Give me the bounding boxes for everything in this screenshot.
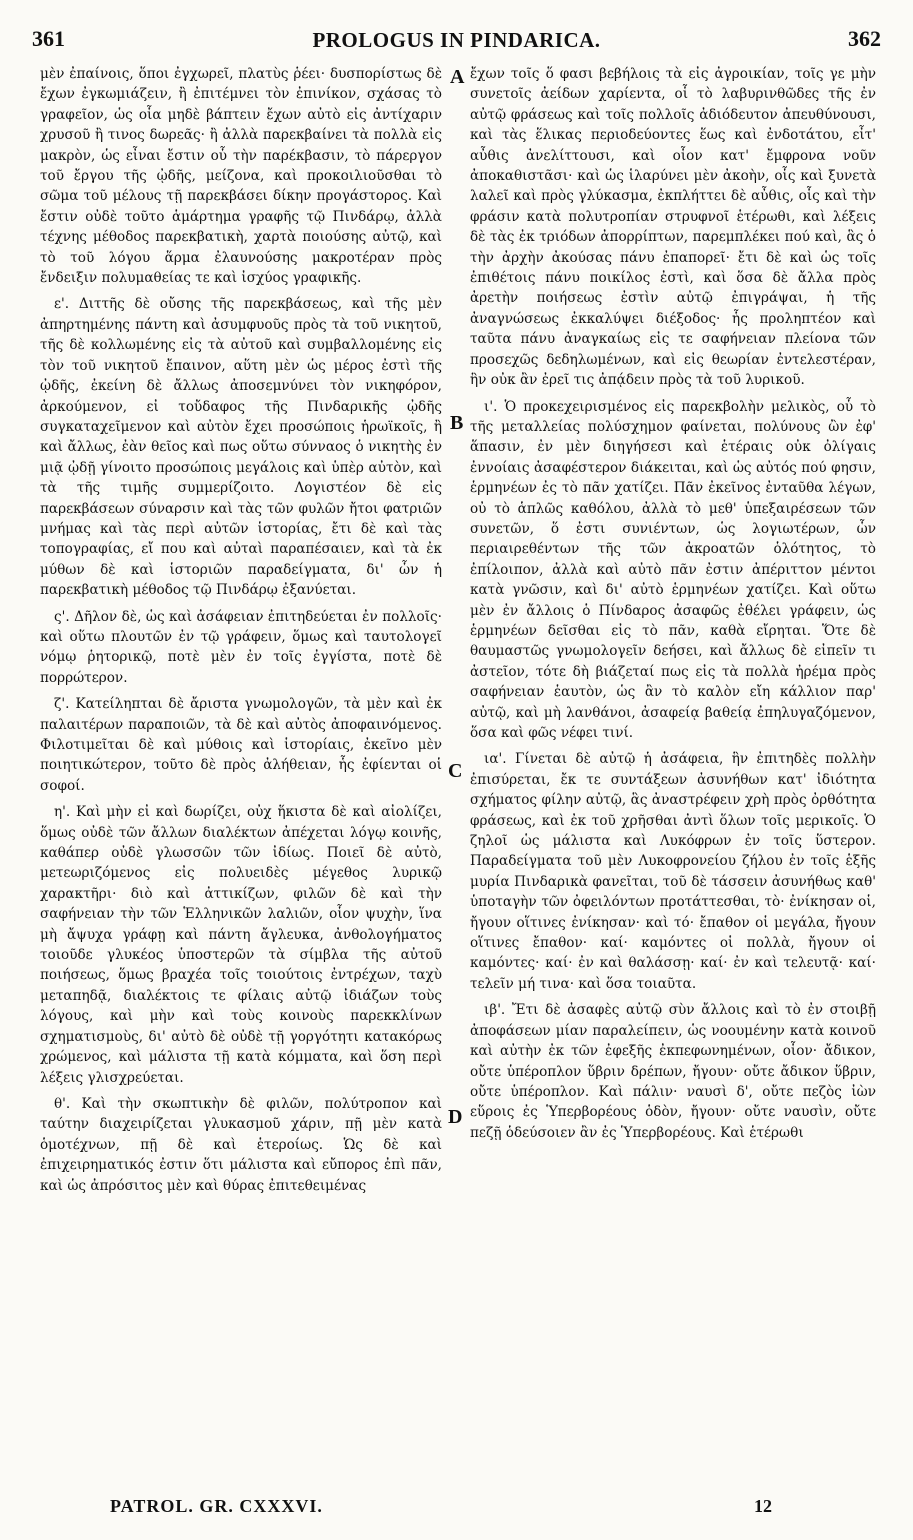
page-number-left: 361 — [32, 26, 65, 51]
paragraph: ζ'. Κατείληπται δὲ ἄριστα γνωμολογῶν, τὰ μὲν καὶ ἐκ παλαιτέρων παραποιῶν, τὰ δὲ καὶ αὐτὸς ἀποφαινόμενος. Φιλοτιμεῖται δὲ καὶ μύθοις καὶ ἱστορίαις, ἐκεῖνο μὲν ποιητικώτερον, τοῦτο δὲ πρὸς ἀλήθειαν, ἧς ἐφίενται οἱ σοφοί. — [40, 696, 442, 794]
paragraph: ἔχων τοῖς ὅ φασι βεβήλοις τὰ εἰς ἀγροικίαν, τοῖς γε μὴν συνετοῖς ἀείδων χαρίεντα, οἷ τὸ λαβυρινθῶδες τῆς ἐν αὐτῷ φράσεως καὶ τοῖς πολλοῖς ἀδιόδευτον ἀπευθύνουσι, καὶ τὰς ἕλικας περιοδεύοντες ἕως καὶ ἐνδοτάτου, εἶτ' αὖθις ἀνελίττουσι, καὶ οἷον κατ' ἔμφρονα νοῦν ἀποκαθιστᾶσι· καὶ ὡς ἱλαρύνει μὲν ἀκοὴν, οἷς καὶ ξυνετὰ λαλεῖ καὶ πρὸς γλύκασμα, ἐκπλήττει δὲ αὖθις, οἷς καὶ τὴν φράσιν κατὰ πολυτροπίαν στρυφνοῖ ἑτέρωθι, καὶ λέξεις δὲ τὰς ἐκ τριόδων ἀπορρίπτων, παρεμπλέκει πού καὶ, ἃς ὁ τὴν ἀρχὴν ἀκούσας πάνυ ἐπαπορεῖ· ἔτι δὲ καὶ ὡς τοῖς ἐπιθέτοις πάνυ ποικίλος ἐστὶ, καὶ ὅσα δὲ ἄλλα πρὸς ἀρετὴν ποιήσεως ἐστὶν αὐτῷ ἐπιγράψαι, ἡ τῆς ἀναγνώσεως ἐκκαλύψει διέξοδος· ἧς προληπτέον καὶ ταῦτα πάνυ ἀναγκαίως εἰς τε σαφήνειαν πλείονα τῶν προσεχῶς δεδηλωμένων, καὶ εἰς θεωρίαν ἐντελεστέραν, ἣν οὐκ ἂν ἐρεῖ τις ἀπᾴδειν πρὸς τὰ τοῦ λυρικοῦ. — [470, 66, 876, 389]
paragraph: ε'. Διττῆς δὲ οὔσης τῆς παρεκβάσεως, καὶ τῆς μὲν ἀπηρτημένης πάντη καὶ ἀσυμφυοῦς πρὸς τὰ τοῦ νικητοῦ, τῆς δὲ κολλωμένης εἰς τὰ αὐτοῦ καὶ συμβαλλομένης εἰς τὸν τοῦ νικητοῦ ἔπαινον, αὕτη μὲν ὡς μέρος ἐστὶ τῆς ᾠδῆς, ἐκείνη δὲ ἄλλως ἀποσεμνύνει τὸν νικηφόρον, ἀρκούμενον, εἰ τοὔδαφος τῆς Πινδαρικῆς ᾠδῆς συγκαταχεῖμενον καὶ αὐτὸν ἔχει προσώποις ἡρωϊκοῖς, ἢ καὶ ἄλλως, ἐὰν θεῖος καὶ πως οὕτω σύνναος ὁ νικητὴς ἐν μιᾷ ᾠδῇ γίνοιτο προσώποις μεγάλοις καὶ ὑπὲρ αὐτὸν, καὶ τὰ τῆς τιμῆς συμμερίζοιτο. Λογιστέον δὲ εἰς παρεκβάσεων σύναρσιν καὶ τὰς τῶν φυλῶν ἤτοι φατριῶν μνήμας καὶ τὰς περὶ αὐτῶν ἱστορίας, ἔτι δὲ καὶ τὰς τοπογραφίας, εἴ που καὶ αὐταὶ παραπέσαιεν, καὶ τὰ ἐκ μύθων δὲ καὶ ἱστοριῶν παραδείγματα, δι' ὧν ἡ παρεκβατικὴ μέθοδος τῷ Πινδάρῳ ἐξανύεται. — [40, 296, 442, 599]
paragraph: η'. Καὶ μὴν εἰ καὶ δωρίζει, οὐχ ἥκιστα δὲ καὶ αἰολίζει, ὅμως οὐδὲ τῶν ἄλλων διαλέκτων ἀπέχεται λόγῳ κοινῆς, καθάπερ οὐδὲ γλωσσῶν τῶν ἰδίως. Ποιεῖ δὲ αὐτὸ, μετεωριζόμενος εἰς πολυειδὲς μέγεθος λυρικῷ χαρακτῆρι· διὸ καὶ ἀττικίζων, φιλῶν δὲ καὶ τὴν σαφήνειαν τὴν τῶν Ἑλληνικῶν λαλιῶν, οἷον ψυχὴν, ἵνα μὴ ἄψυχα γράφῃ καὶ πάντη ἄγλευκα, ἀνθολογήματος τοιοῦδε γλυκέος ὑποστερῶν τὰ σίμβλα τῆς αὐτοῦ ποιήσεως, ὅμως βραχέα τοῖς τοιούτοις ἐντρέχων, ταχὺ μεταπηδᾷ, διαλέκτοις τε φίλαις αὐτῷ ἰδιάζων τοὺς λόγους, καὶ μὴν καὶ τοὺς κοινοὺς παρεκκλίνων σχηματισμοὺς, δι' αὐτὸ δὲ οὐδὲ τῇ γοργότητι κατακόρως χρώμενος, καὶ μάλιστα τῇ κατὰ κόμματα, καὶ ὅση περὶ λέξεις γλισχρεύεται. — [40, 804, 442, 1086]
footer-signature: PATROL. GR. CXXXVI. — [110, 1496, 323, 1516]
paragraph: μὲν ἐπαίνοις, ὅποι ἐγχωρεῖ, πλατὺς ῥέει· δυσπορίστως δὲ ἔχων ἐγκωμιάζειν, ἢ ἐπιτέμνει τὸν ἐπινίκον, σχάσας τὸ γραφεῖον, ὡς οἷα μηδὲ βάπτειν ἔχων αὐτὸ εἰς ἀντίχαριν χρυσοῦ ἢ τινος δωρεᾶς· ἢ ἀλλὰ παρεκβαίνει τὰ πολλὰ εἰς μακρὸν, ὡς εἶναι ἔστιν οὗ τὴν παρέκβασιν, τὸ πάρεργον τοῦ ἔργου τῆς ᾠδῆς, μείζονα, καὶ προκοιλιοῦσθαι τὸ σῶμα τοῦ μέλους τῇ παρεκβάσει δίκην προγάστορος. Καὶ ἔστιν οὐδὲ τοῦτο ἁμάρτημα γραφῆς τῷ Πινδάρῳ, ἀλλὰ τέχνης μέθοδος παρεκβατικὴ, χαρτὰ ποιούσης αὐτῷ, καὶ τὸ τοῦ λόγου ἅρμα ἐλαυνούσης μακροτέραν πρὸς ἔνδειξιν πολυμαθείας τε καὶ ἰσχύος γραφικῆς. — [40, 66, 442, 287]
running-header — [32, 20, 881, 60]
page-number-right: 362 — [848, 26, 881, 51]
paragraph: ς'. Δῆλον δὲ, ὡς καὶ ἀσάφειαν ἐπιτηδεύεται ἐν πολλοῖς· καὶ οὕτω πλουτῶν ἐν τῷ γράφειν, ὅμως καὶ ταυτολογεῖ νόμῳ ῥητορικῷ, ποτὲ μὲν ἐν τοῖς ἐγγίστα, ποτὲ δὲ πορρώτερον. — [40, 608, 442, 686]
margin-letter-c: C — [448, 760, 463, 782]
footer-sheet-number: 12 — [754, 1496, 772, 1516]
running-title: PROLOGUS IN PINDARICA. — [312, 28, 601, 52]
left-column — [40, 64, 442, 1464]
paragraph: ιβ'. Ἔτι δὲ ἀσαφὲς αὐτῷ σὺν ἄλλοις καὶ τὸ ἐν στοιβῇ ἀποφάσεων μίαν παραλείπειν, ὡς νοουμένην κατὰ κοινοῦ καὶ αὐτὴν ἐκ τῶν ἐφεξῆς ἐκπεφωνημένων, οἷον· ἄδικον, οὔτε ὑπέροπλον ὕβριν δρέπων, ἤγουν· οὔτε ἄδικον ὕβριν, οὔτε ὑπέροπλον. Καὶ πάλιν· ναυσὶ δ', οὔτε πεζὸς ἰὼν εὕροις ἐς Ὑπερβορέους ὁδὸν, ἤγουν· οὔτε ναυσὶν, οὔτε πεζῇ ὁδεύσοιεν ἂν ἐς Ὑπερβορέους. Καὶ ἑτέρωθι — [470, 1002, 876, 1141]
right-column — [470, 64, 876, 1464]
margin-letter-b: B — [450, 412, 464, 434]
paragraph: ι'. Ὁ προκεχειρισμένος εἰς παρεκβολὴν μελικὸς, οὗ τὸ τῆς μεταλλείας πολύσχημον φαίνεται, πολύνους ὢν ἐφ' ἅπασιν, ἐν μὲν διηγήσεσι καὶ ἑτέραις οὐκ ὀλίγαις ἐννοίαις ἀσαφέστερον διάκειται, καὶ ὡς αὐτός πού φησιν, ἑρμηνέων ἐς τὸ πᾶν χατίζει. Πᾶν ἐκεῖνος ἐνταῦθα λέγων, οὐ τὸ ἁπλῶς καθόλου, ἀλλὰ τὸ μεθ' ὑπεξαιρέσεων τῶν συνετῶν, ὅ ἐστι συνιέντων, ὡς λογιωτέρων, ὧν περιαιρεθέντων τῆς τῶν ἀκροατῶν ὁλότητος, τὸ ἐπίλοιπον, ἀλλὰ καὶ αὐτὸ πᾶν ἐστιν ἀπέριττον μέντοι κατὰ γνῶσιν, καὶ δι' αὐτὸ ἑρμηνέων χατίζει. Καὶ οὕτω μὲν ἐν ἄλλοις ὁ Πίνδαρος ἀσαφῶς ἐθέλει γράφειν, ὡς ἑρμηνέων δεῖσθαι εἰς τὸ πᾶν, καθὰ εἴρηται. Ὅτε δὲ θαυμαστῶς γνωμολογεῖν δεήσει, καὶ ἄλλως δὲ εἰπεῖν τι ἀστεῖον, τότε δὴ βιάζεταί πως εἰς τὰ πολλὰ ἠρέμα πρὸς σαφήνειαν ἑαυτὸν, ὡς ἂν τὸ καλὸν εἴη κάλλιον παρ' αὐτῷ, καὶ μὴ λανθάνοι, ἀσαφείᾳ βαθείᾳ ἐπηλυγαζόμενον, ὅσα καὶ φῶς νέφει τινί. — [470, 398, 876, 741]
margin-letter-a: A — [450, 66, 465, 88]
margin-letter-d: D — [448, 1106, 463, 1128]
paragraph: θ'. Καὶ τὴν σκωπτικὴν δὲ φιλῶν, πολύτροπον καὶ ταύτην διαχειρίζεται γλυκασμοῦ χάριν, πῇ μὲν κατὰ ὁμοτέχνων, πῇ δὲ καὶ ἑτεροίως. Ὡς δὲ καὶ ἐπιχειρηματικός ἐστιν ὅτι μάλιστα καὶ εὔπορος ἐπὶ πᾶν, καὶ ὡς ἀπρόσιτος μὲν καὶ θύρας ἐπιτεθειμένας — [40, 1095, 442, 1194]
paragraph: ια'. Γίνεται δὲ αὐτῷ ἡ ἀσάφεια, ἣν ἐπιτηδὲς πολλὴν ἐπισύρεται, ἔκ τε συντάξεων ἀσυνήθων κατ' ἰδιότητα σχήματος φίλην αὐτῷ, ἃς ἀναστρέφειν χρὴ πρὸς ὀρθότητα φράσεως, καὶ ἐκ τοῦ χρῆσθαι ἀντὶ ὅλων τοῖς μερικοῖς. Ὁ ζηλοῖ ὡς μάλιστα καὶ Λυκόφρων ἐν τοῖς ὕστερον. Παραδείγματα τοῦ μὲν Λυκοφρονείου ζήλου ἐν τοῖς ἑξῆς μυρία Πινδαρικὰ φανεῖται, τοῦ δὲ τάσσειν ἀσυνήθως καθ' ὑποταγὴν τῶν ὀφειλόντων προτάττεσθαι, τὸ· ἐνίκησαν οἱ, ἤγουν οἵτινες ἐνίκησαν· καὶ τό· ἔπαθον οἱ μεγάλα, ἤγουν οἵτινες ἔπαθον· καί· καμόντες οἱ πολλὰ, ἤγουν οἱ καμόντες· καί· ἐν καὶ θαλάσσῃ· καί· ἐν καὶ τελευτᾷ· καί· τελεῖν μή τινα· καὶ ὅσα τοιαῦτα. — [470, 751, 876, 992]
